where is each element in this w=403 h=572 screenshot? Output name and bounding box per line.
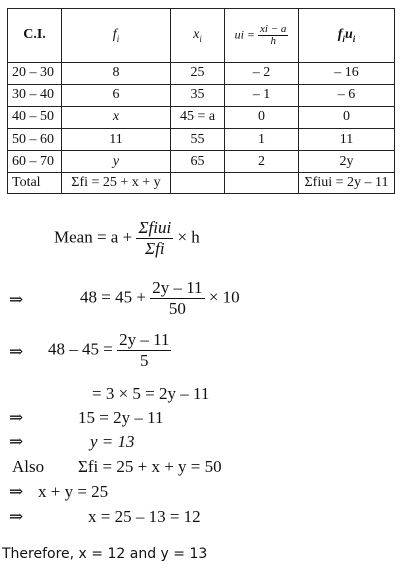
equation-line-7: x + y = 25	[38, 482, 109, 501]
cell-ci: 40 – 50	[8, 106, 62, 128]
implies-arrow: ⇒	[9, 342, 24, 361]
line1-lhs: 48 = 45 +	[80, 287, 146, 307]
cell-total-fiui: Σfiui = 2y – 11	[299, 173, 395, 194]
conclusion-text: Therefore, x = 12 and y = 13	[2, 546, 208, 562]
cell-xi: 35	[171, 84, 225, 106]
cell-ci: 50 – 60	[8, 129, 62, 151]
mean-numerator: Σfiui	[138, 218, 172, 237]
equation-line-2	[48, 330, 171, 371]
cell-xi: 25	[171, 62, 225, 84]
line2-fraction	[117, 330, 171, 371]
table-header-row	[8, 9, 395, 63]
header-fi: $f_i$	[62, 9, 171, 63]
cell-fiui: 0	[299, 106, 395, 128]
cell-fiui: – 16	[299, 62, 395, 84]
cell-ui: 0	[225, 106, 299, 128]
cell-total-fi: Σfi = 25 + x + y	[62, 173, 171, 194]
header-ui-numerator: xi − a	[260, 22, 287, 35]
cell-ui: 1	[225, 129, 299, 151]
frequency-table	[7, 8, 395, 194]
header-ui	[225, 9, 299, 63]
cell-fi: 8	[62, 62, 171, 84]
implies-arrow: ⇒	[9, 507, 24, 526]
cell-total-ui	[225, 173, 299, 194]
equation-line-4: 15 = 2y – 11	[78, 408, 164, 427]
header-xi: $x_i$	[171, 9, 225, 63]
line1-rhs: × 10	[208, 287, 240, 307]
line2-lhs: 48 – 45 =	[48, 339, 113, 359]
cell-ui: – 1	[225, 84, 299, 106]
equation-line-6: Σfi = 25 + x + y = 50	[78, 457, 222, 476]
cell-fi: y	[62, 151, 171, 173]
equation-line-1	[80, 278, 240, 319]
mean-denominator: Σfi	[145, 239, 165, 258]
cell-ci: 20 – 30	[8, 62, 62, 84]
cell-fiui: – 6	[299, 84, 395, 106]
equation-line-5: y = 13	[90, 432, 135, 451]
table-row	[8, 151, 395, 173]
mean-rhs: × h	[177, 227, 200, 247]
also-label: Also	[12, 457, 45, 476]
line2-denominator: 5	[140, 351, 149, 370]
cell-xi: 45 = a	[171, 106, 225, 128]
implies-arrow: ⇒	[9, 482, 24, 501]
cell-ui: 2	[225, 151, 299, 173]
mean-formula	[54, 218, 200, 259]
cell-total-label: Total	[8, 173, 62, 194]
cell-fiui: 2y	[299, 151, 395, 173]
mean-fraction	[136, 218, 173, 259]
header-fiui: $f_iu_i$	[299, 9, 395, 63]
table-row	[8, 62, 395, 84]
implies-arrow: ⇒	[9, 290, 24, 309]
implies-arrow: ⇒	[9, 432, 24, 451]
cell-fi: 11	[62, 129, 171, 151]
table-row	[8, 106, 395, 128]
cell-total-xi	[171, 173, 225, 194]
header-ui-lhs: ui =	[234, 27, 256, 42]
header-ci: C.I.	[8, 9, 62, 63]
mean-lhs: Mean = a +	[54, 227, 133, 247]
line2-numerator: 2y – 11	[119, 330, 170, 349]
table-row	[8, 84, 395, 106]
equation-line-8: x = 25 – 13 = 12	[88, 507, 201, 526]
line1-denominator: 50	[168, 299, 186, 318]
header-ui-denominator: h	[270, 34, 276, 47]
cell-ci: 60 – 70	[8, 151, 62, 173]
equation-line-3: = 3 × 5 = 2y – 11	[92, 384, 210, 403]
table-total-row	[8, 173, 395, 194]
cell-fiui: 11	[299, 129, 395, 151]
implies-arrow: ⇒	[9, 408, 24, 427]
table-row	[8, 129, 395, 151]
cell-xi: 55	[171, 129, 225, 151]
cell-fi: 6	[62, 84, 171, 106]
line1-fraction	[150, 278, 204, 319]
cell-fi: x	[62, 106, 171, 128]
cell-ui: – 2	[225, 62, 299, 84]
line1-numerator: 2y – 11	[152, 278, 203, 297]
cell-xi: 65	[171, 151, 225, 173]
cell-ci: 30 – 40	[8, 84, 62, 106]
header-ui-fraction	[258, 24, 288, 47]
